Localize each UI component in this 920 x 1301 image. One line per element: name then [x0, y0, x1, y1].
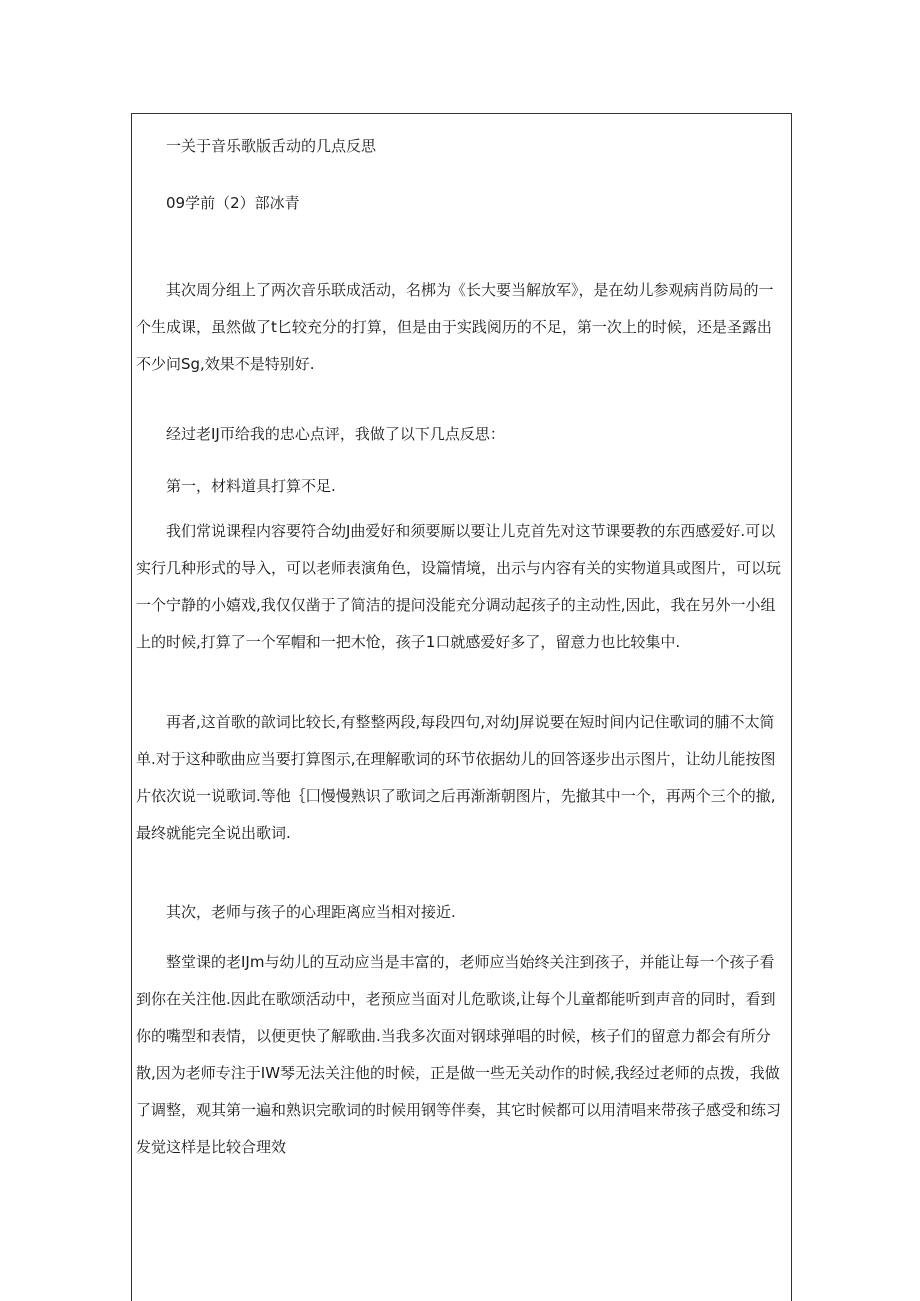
document-author: 09学前（2）部冰青: [166, 194, 300, 212]
paragraph-2: 经过老IJ帀给我的忠心点评，我做了以下几点反思：: [166, 425, 505, 443]
paragraph-5: 再者,这首歌的歆词比较长,有整整两段,每段四句,对幼J屏说要在短时间内记住歌词的脯不太简单.对于这种歌曲应当要打算图示,在理解歌词的环节依据幼儿的回答逐步出示图片，让幼儿能按图片依次说一说歌词.等他｛囗慢慢熟识了歌词之后再渐渐朝图片，先撤其中一个，再两个三个的撤,最终就能完全说出歌词.: [136, 713, 776, 842]
paragraph-7: 整堂课的老IJm与幼儿的互动应当是丰富的，老师应当始终关注到孩子，并能让每一个孩子看到你在关注他.因此在歌颂活动中，老预应当面对儿危歌谈,让每个儿童都能听到声音的同时，看到你的嘴型和表情，以便更快了解歌曲.当我多次面对钢球弹唱的时候，核子们的留意力都会有所分散,因为老师专注于IW琴无法关注他的时候，正是做一些无关动作的时候,我经过老师的点拨，我做了调整，观其第一遍和熟识完歌词的时候用钢等伴奏，其它时候都可以用清唱来带孩子感受和练习发觉这样是比较合理效: [136, 953, 782, 1156]
paragraph-3: 第一，材料道具打算不足.: [166, 477, 336, 495]
paragraph-4: 我们常说课程内容要符合幼J曲爱好和须要厮以要让儿克首先对这节课要教的东西感爱好.可以实行几种形式的导入，可以老师表演角色，设篇情境，出示与内容有关的实物道具或图片，可以玩一个宁静的小嬉戏,我仅仅凿于了简洁的提问没能充分调动起孩子的主动性,因此，我在另外一小组上的时候,打算了一个军帽和一把木怆，孩子1口就感爱好多了，留意力也比较集中.: [136, 522, 782, 651]
paragraph-6: 其次，老师与孩子的心理距离应当相对接近.: [166, 903, 456, 921]
paragraph-1: 其次周分组上了两次音乐联成活动，名梆为《长大要当解放军》，是在幼儿参观病肖防局的一个生成课，虽然做了t匕较充分的打算，但是由于实践阅历的不足，第一次上的时候，还是圣露出不少问Sg,效果不是特别好.: [136, 281, 774, 373]
page-frame: [131, 113, 792, 1301]
document-title: 一关于音乐歌版舌动的几点反思: [166, 137, 377, 155]
